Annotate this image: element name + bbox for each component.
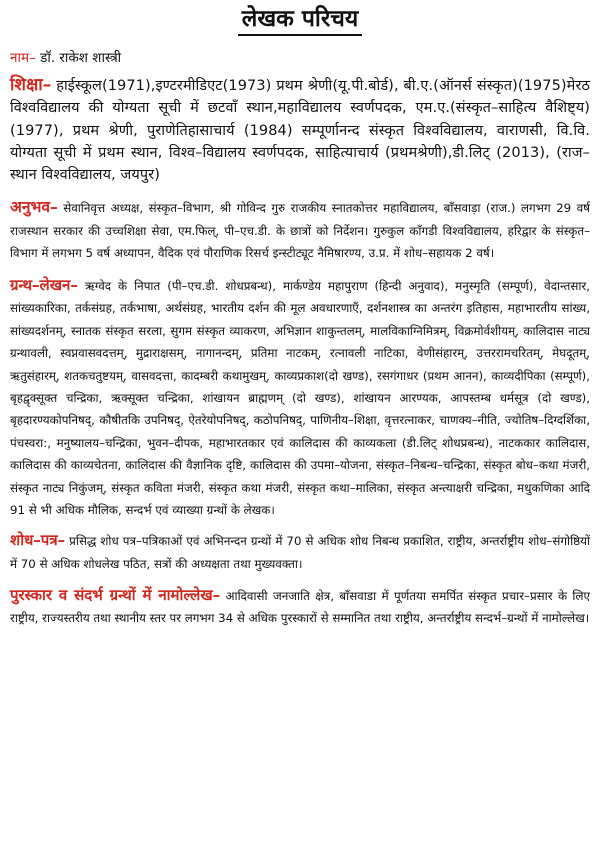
research-section bbox=[10, 529, 590, 575]
name-section bbox=[10, 48, 590, 68]
education-section bbox=[10, 74, 590, 186]
page-title: लेखक परिचय bbox=[238, 6, 362, 36]
name-value: डॉ. राकेश शास्त्री bbox=[35, 50, 122, 66]
awards-label: पुरस्कार व संदर्भ ग्रन्थों में नामोल्लेख– bbox=[10, 586, 221, 605]
works-label: ग्रन्थ–लेखन– bbox=[10, 275, 78, 294]
works-text: ऋग्वेद के निपात (पी–एच.डी. शोधप्रबन्ध), मार्कण्डेय महापुराण (हिन्दी अनुवाद), मनुस्मृति (सम्पूर्ण), वेदान्तसार, सांख्यकारिका, तर्कसंग्रह, तर्कभाषा, अर्थसंग्रह, भारतीय दर्शन की मूल अवधारणाएँ, दर्शनशास्त्र का अन्तरंग इतिहास, महाभारतीय सांख्य, सांख्यदर्शनम्, स्नातक संस्कृत सरला, सुगम संस्कृत व्याकरण, अभिज्ञान शाकुन्तलम्, मालविकाग्निमित्रम्, विक्रमोर्वशीयम्, कालिदास नाट्य ग्रन्थावली, स्वप्नवासवदत्तम्, मुद्राराक्षसम्, नागानन्दम्, प्रतिमा नाटकम्, रत्नावली नाटिका, वेणीसंहारम्, उत्तररामचरितम्, मेघदूतम्, ऋतुसंहारम्, शतकचतुष्टयम्, वासवदत्ता, कादम्बरी कथामुखम्, काव्यप्रकाश(दो खण्ड), रसगंगाधर (प्रथम आनन), काव्यदीपिका (सम्पूर्ण), बृहद्वृक्सूक्त चन्द्रिका, ऋक्सूक्त चन्द्रिका, शांखायन ब्राह्मणम् (दो खण्ड), शांखायन आरण्यक, आपस्तम्ब धर्मसूत्र (दो खण्ड), बृहदारण्यकोपनिषद्, कौषीतकि उपनिषद्, ऐतरेयोपनिषद्, कठोपनिषद्, पाणिनीय–शिक्षा, वृत्तरत्नाकर, चाणक्य–नीति, ज्योतिष–दिग्दर्शिका, पंचस्वरा:, मनुष्यालय–चन्द्रिका, भुवन–दीपक, महाभारतकार एवं कालिदास की काव्यकला (डी.लिट् शोधप्रबन्ध), नाटककार कालिदास, कालिदास की काव्यचेतना, कालिदास की वैज्ञानिक दृष्टि, कालिदास की उपमा–योजना, संस्कृत–निबन्ध–चन्द्रिका, संस्कृत बोध–कथा मंजरी, संस्कृत नाट्य निकुंजम्, संस्कृत कविता मंजरी, संस्कृत कथा मंजरी, संस्कृत कथा–मालिका, संस्कृत अन्त्याक्षरी चन्द्रिका, मधुकणिका आदि 91 से भी अधिक मौलिक, सन्दर्भ एवं व्याख्या ग्रन्थों के लेखक। bbox=[10, 278, 590, 518]
experience-label: अनुभव– bbox=[10, 198, 58, 217]
awards-text: आदिवासी जनजाति क्षेत्र, बाँसवाडा में पूर्णतया समर्पित संस्कृत प्रचार–प्रसार के लिए राष्ट्रीय, राज्यस्तरीय तथा स्थानीय स्तर पर लगभग 34 से अधिक पुरस्कारों से सम्मानित तथा राष्ट्रीय, अन्तर्राष्ट्रीय सन्दर्भ–ग्रन्थों में नामोल्लेख। bbox=[10, 589, 590, 626]
title-wrap bbox=[10, 0, 590, 40]
name-label: नाम– bbox=[10, 50, 36, 66]
education-text: हाईस्कूल(1971),इण्टरमीडिएट(1973) प्रथम श्रेणी(यू.पी.बोर्ड), बी.ए.(ऑनर्स संस्कृत)(1975)मेरठ विश्वविद्यालय की योग्यता सूची में छटवाँ स्थान,महाविद्यालय स्वर्णपदक, एम.ए.(संस्कृत–साहित्य वैशिष्ट्य)(1977), प्रथम श्रेणी, पुराणेतिहासाचार्य (1984) सम्पूर्णानन्द संस्कृत विश्वविद्यालय, वाराणसी, वि.वि. योग्यता सूची में प्रथम स्थान, विश्व–विद्यालय स्वर्णपदक, साहित्याचार्य (प्रथमश्रेणी),डी.लिट् (2013), (राज–स्थान विश्वविद्यालय, जयपुर) bbox=[10, 78, 590, 184]
education-label: शिक्षा– bbox=[10, 75, 52, 95]
experience-text: सेवानिवृत्त अध्यक्ष, संस्कृत–विभाग, श्री गोविन्द गुरु राजकीय स्नातकोत्तर महाविद्यालय, बाँसवाड़ा (राज.) लगभग 29 वर्ष राजस्थान सरकार की उच्चशिक्षा सेवा, एम.फिल्, पी–एच.डी. के छात्रों को निर्देशन। गुरुकुल काँगडी विश्वविद्यालय, हरिद्वार के संस्कृत–विभाग में लगभग 5 वर्ष अध्यापन, वैदिक एवं पौराणिक रिसर्च इन्स्टीट्यूट नैमिषारण्य, उ.प्र. में शोध–सहायक 2 वर्ष। bbox=[10, 201, 590, 261]
awards-section bbox=[10, 584, 590, 630]
research-text: प्रसिद्ध शोध पत्र–पत्रिकाओं एवं अभिनन्दन ग्रन्थों में 70 से अधिक शोध निबन्ध प्रकाशित, राष्ट्रीय, अन्तर्राष्ट्रीय शोध–संगोष्ठियों में 70 से अधिक शोधलेख पठित, सत्रों की अध्यक्षता तथा मुख्यवक्ता। bbox=[10, 534, 590, 571]
research-label: शोध–पत्र– bbox=[10, 531, 66, 550]
experience-section bbox=[10, 196, 590, 265]
works-section bbox=[10, 274, 590, 521]
